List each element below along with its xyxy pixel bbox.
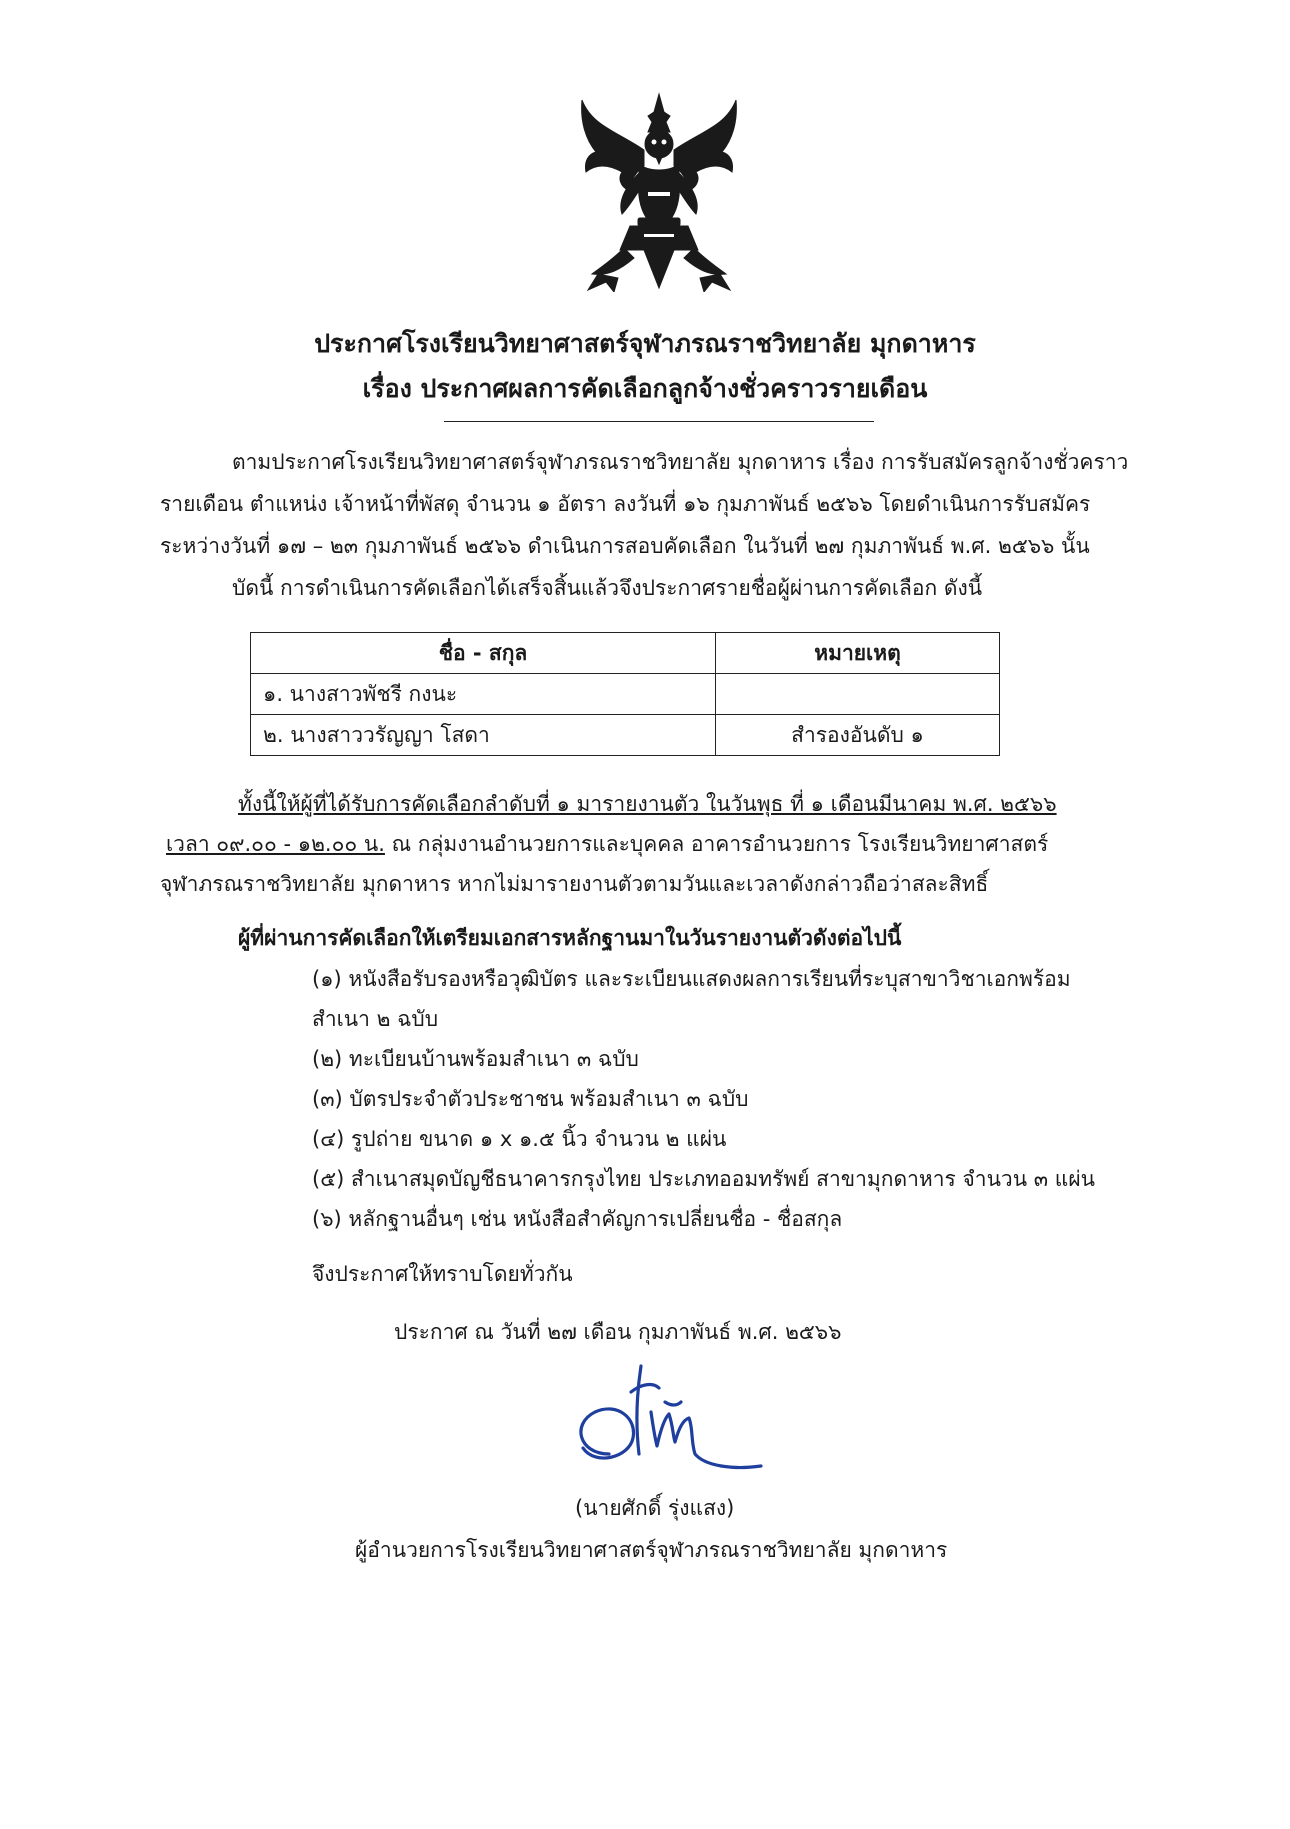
announcement-date: ประกาศ ณ วันที่ ๒๗ เดือน กุมภาพันธ์ พ.ศ. ๒๕๖๖ bbox=[394, 1320, 842, 1344]
report-line-1: ทั้งนี้ให้ผู้ที่ได้รับการคัดเลือกลำดับที่ ๑ มารายงานตัว ในวันพุธ ที่ ๑ เดือนมีนาคม พ.ศ. ๒๕๖๖ bbox=[238, 792, 1057, 816]
signature-image bbox=[565, 1362, 765, 1482]
document-item-3: (๓) บัตรประจำตัวประชาชน พร้อมสำเนา ๓ ฉบับ bbox=[312, 1087, 749, 1111]
signer-title: ผู้อำนวยการโรงเรียนวิทยาศาสตร์จุฬาภรณราชวิทยาลัย มุกดาหาร bbox=[355, 1538, 948, 1562]
candidate-note bbox=[716, 674, 1000, 715]
document-item-6: (๖) หลักฐานอื่นๆ เช่น หนังสือสำคัญการเปลี่ยนชื่อ - ชื่อสกุล bbox=[312, 1207, 843, 1231]
intro-line-2: รายเดือน ตำแหน่ง เจ้าหน้าที่พัสดุ จำนวน ๑ อัตรา ลงวันที่ ๑๖ กุมภาพันธ์ ๒๕๖๖ โดยดำเนินการรับสมัคร bbox=[160, 492, 1091, 516]
documents-heading: ผู้ที่ผ่านการคัดเลือกให้เตรียมเอกสารหลักฐานมาในวันรายงานตัวดังต่อไปนี้ bbox=[238, 926, 902, 950]
page-title: ประกาศโรงเรียนวิทยาศาสตร์จุฬาภรณราชวิทยาลัย มุกดาหาร bbox=[314, 329, 976, 358]
closing-announcement: จึงประกาศให้ทราบโดยทั่วกัน bbox=[312, 1262, 573, 1286]
report-line-3: จุฬาภรณราชวิทยาลัย มุกดาหาร หากไม่มารายงานตัวตามวันและเวลาดังกล่าวถือว่าสละสิทธิ์ bbox=[160, 872, 989, 896]
table-row bbox=[251, 674, 1000, 715]
document-item-2: (๒) ทะเบียนบ้านพร้อมสำเนา ๓ ฉบับ bbox=[312, 1047, 639, 1071]
document-item-4: (๔) รูปถ่าย ขนาด ๑ x ๑.๕ นิ้ว จำนวน ๒ แผ่น bbox=[312, 1127, 727, 1151]
table-row bbox=[251, 715, 1000, 756]
candidate-name: ๒. นางสาววรัญญา โสดา bbox=[251, 715, 716, 756]
document-item-1-continued: สำเนา ๒ ฉบับ bbox=[312, 1007, 439, 1031]
candidate-note: สำรองอันดับ ๑ bbox=[716, 715, 1000, 756]
intro-line-4: บัดนี้ การดำเนินการคัดเลือกได้เสร็จสิ้นแล้วจึงประกาศรายชื่อผู้ผ่านการคัดเลือก ดังนี้ bbox=[232, 576, 983, 600]
garuda-emblem-icon bbox=[578, 92, 740, 292]
intro-line-3: ระหว่างวันที่ ๑๗ – ๒๓ กุมภาพันธ์ ๒๕๖๖ ดำเนินการสอบคัดเลือก ในวันที่ ๒๗ กุมภาพันธ์ พ.ศ. ๒๕๖๖ นั้น bbox=[160, 534, 1090, 558]
results-table bbox=[250, 632, 1000, 756]
candidate-name: ๑. นางสาวพัชรี กงนะ bbox=[251, 674, 716, 715]
column-header-name: ชื่อ - สกุล bbox=[251, 633, 716, 674]
page-subject: เรื่อง ประกาศผลการคัดเลือกลูกจ้างชั่วคราวรายเดือน bbox=[362, 374, 928, 403]
table-header-row bbox=[251, 633, 1000, 674]
report-time: เวลา ๐๙.๐๐ - ๑๒.๐๐ น. bbox=[166, 832, 385, 856]
signer-name: (นายศักดิ์ รุ่งแสง) bbox=[575, 1496, 735, 1520]
report-location: ณ กลุ่มงานอำนวยการและบุคคล อาคารอำนวยการ โรงเรียนวิทยาศาสตร์ bbox=[384, 832, 1049, 856]
column-header-note: หมายเหตุ bbox=[716, 633, 1000, 674]
intro-line-1: ตามประกาศโรงเรียนวิทยาศาสตร์จุฬาภรณราชวิทยาลัย มุกดาหาร เรื่อง การรับสมัครลูกจ้างชั่วคราว bbox=[232, 450, 1129, 474]
document-item-1: (๑) หนังสือรับรองหรือวุฒิบัตร และระเบียนแสดงผลการเรียนที่ระบุสาขาวิชาเอกพร้อม bbox=[312, 967, 1071, 991]
document-item-5: (๕) สำเนาสมุดบัญชีธนาคารกรุงไทย ประเภทออมทรัพย์ สาขามุกดาหาร จำนวน ๓ แผ่น bbox=[312, 1167, 1095, 1191]
title-divider bbox=[444, 421, 874, 422]
report-line-2 bbox=[166, 828, 1048, 861]
